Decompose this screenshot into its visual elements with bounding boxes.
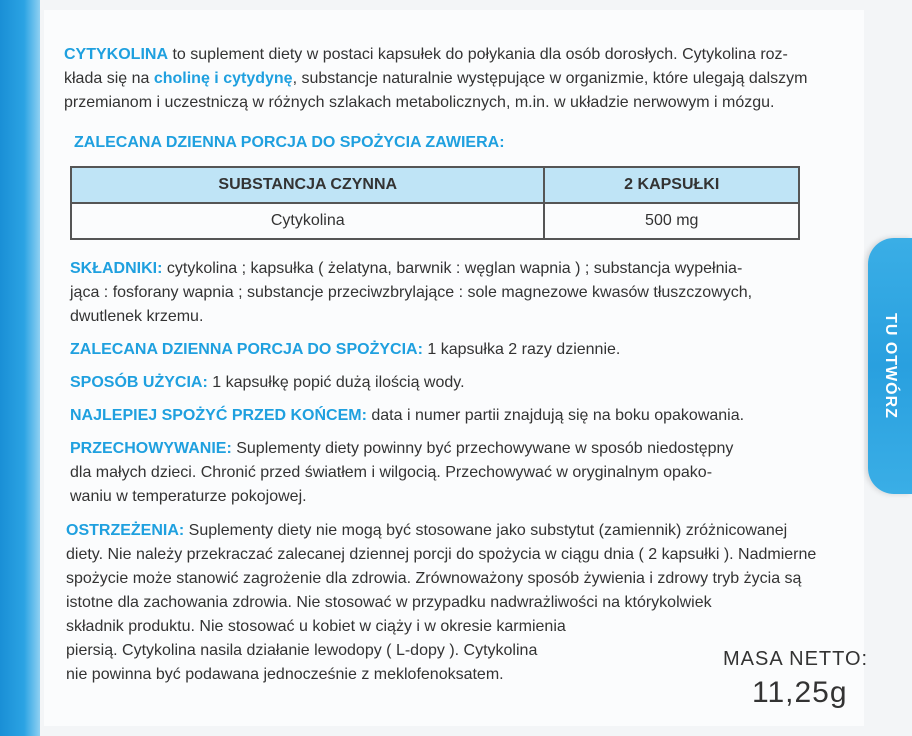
ingredients-label: SKŁADNIKI: bbox=[70, 260, 163, 277]
best-before-label: NAJLEPIEJ SPOŻYĆ PRZED KOŃCEM: bbox=[70, 407, 367, 424]
usage-value: 1 kapsułkę popić dużą ilością wody. bbox=[207, 374, 465, 391]
usage-label: SPOSÓB UŻYCIA: bbox=[70, 374, 208, 391]
open-here-label: TU OTWÓRZ bbox=[882, 313, 899, 419]
net-mass-value: 11,25g bbox=[752, 676, 848, 709]
storage-label: PRZECHOWYWANIE: bbox=[70, 440, 232, 457]
usage-section bbox=[70, 371, 810, 395]
table-header-substance: SUBSTANCJA CZYNNA bbox=[71, 167, 544, 203]
product-name: CYTYKOLINA bbox=[64, 46, 168, 63]
warnings-label: OSTRZEŻENIA: bbox=[66, 522, 185, 539]
daily-portion-section bbox=[70, 338, 810, 362]
warnings-section: OSTRZEŻENIA: Suplementy diety nie mogą być stosowane jako substytut (zamiennik) zróżnicowanej diety. Nie należy przekraczać zalecanej dziennej porcji do spożycia w ciągu dnia ( 2 kapsułki ). Nadmierne spożycie może stanowić zagrożenie dla zdrowia. Zrównoważony sposób żywienia i zdrowy tryb życia są istotne dla zachowania zdrowia. Nie stosować w przypadku nadwrażliwości na którykolwiek składnik produktu. Nie stosować u kobiet w ciąży i w okresie karmienia piersią. Cytykolina nasila działanie lewodopy ( L-dopy ). Cytykolina nie powinna być podawana jednocześnie z meklofenoksatem. bbox=[66, 522, 817, 683]
table-cell-substance: Cytykolina bbox=[71, 203, 544, 239]
table-header-amount: 2 KAPSUŁKI bbox=[544, 167, 799, 203]
left-color-strip bbox=[0, 0, 40, 736]
storage-section: PRZECHOWYWANIE: Suplementy diety powinny być przechowywane w sposób niedostępny dla małych dzieci. Chronić przed światłem i wilgocią. Przechowywać w oryginalnym opako- waniu w temperaturze pokojowej. bbox=[70, 440, 734, 505]
open-here-tab[interactable] bbox=[868, 238, 912, 494]
intro-paragraph: CYTYKOLINA to suplement diety w postaci kapsułek do połykania dla osób dorosłych. Cytykolina roz- kłada się na cholinę i cytydynę, substancje naturalnie występujące w organizmie, które ulegają dalszym przemianom i uczestniczą w różnych szlakach metabolicznych, m.in. w układzie nerwowym i mózgu. bbox=[64, 46, 808, 111]
portion-heading: ZALECANA DZIENNA PORCJA DO SPOŻYCIA ZAWIERA: bbox=[74, 134, 505, 151]
daily-portion-label: ZALECANA DZIENNA PORCJA DO SPOŻYCIA: bbox=[70, 341, 423, 358]
table-cell-amount: 500 mg bbox=[544, 203, 799, 239]
best-before-value: data i numer partii znajdują się na boku opakowania. bbox=[366, 407, 745, 424]
daily-portion-value: 1 kapsułka 2 razy dziennie. bbox=[422, 341, 621, 358]
table-header-row bbox=[71, 167, 799, 203]
ingredients-section: SKŁADNIKI: cytykolina ; kapsułka ( żelatyna, barwnik : węglan wapnia ) ; substancja wypełnia- jąca : fosforany wapnia ; substancje przeciwzbrylające : sole magnezowe kwasów tłuszczowych, dwutlenek krzemu. bbox=[70, 260, 753, 325]
table-row bbox=[71, 203, 799, 239]
intro-highlight: cholinę i cytydynę bbox=[153, 70, 293, 87]
nutrition-table bbox=[70, 166, 800, 240]
net-mass-label: MASA NETTO: bbox=[723, 648, 869, 670]
best-before-section bbox=[70, 404, 830, 428]
